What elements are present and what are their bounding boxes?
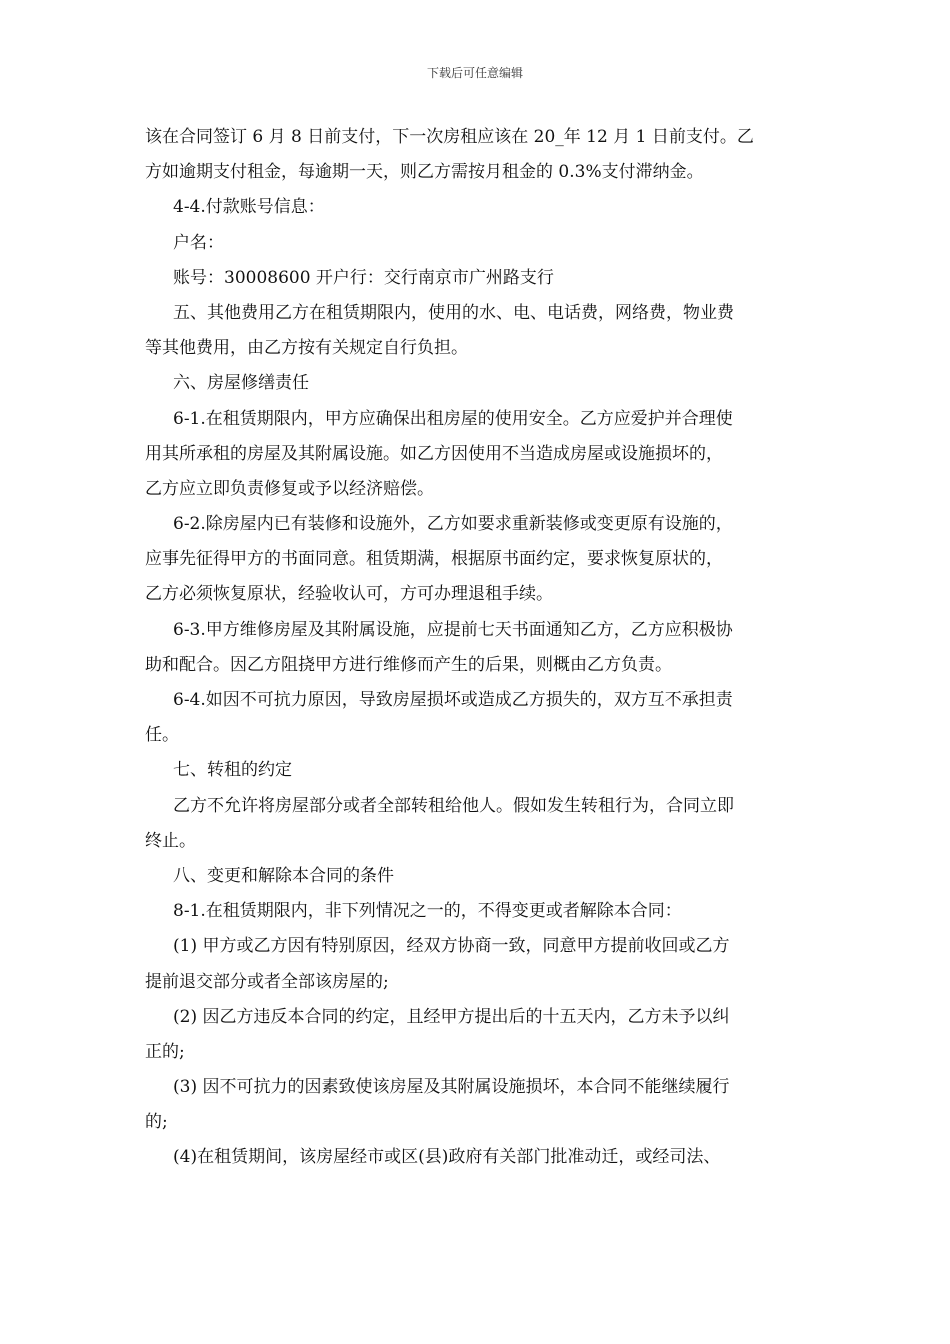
document-line: 应事先征得甲方的书面同意。租赁期满，根据原书面约定，要求恢复原状的，: [145, 549, 723, 570]
document-line: (1) 甲方或乙方因有特别原因，经双方协商一致，同意甲方提前收回或乙方: [173, 936, 730, 957]
document-line: 六、房屋修缮责任: [173, 373, 309, 394]
document-line: (2) 因乙方违反本合同的约定，且经甲方提出后的十五天内，乙方未予以纠: [173, 1006, 730, 1027]
document-line: 6-1.在租赁期限内，甲方应确保出租房屋的使用安全。乙方应爱护并合理使: [173, 408, 733, 429]
document-line: 提前退交部分或者全部该房屋的;: [145, 971, 389, 992]
document-line: 6-2.除房屋内已有装修和设施外，乙方如要求重新装修或变更原有设施的，: [173, 514, 733, 535]
document-line: 的;: [145, 1112, 168, 1133]
document-line: 七、转租的约定: [173, 760, 292, 781]
document-line: 6-4.如因不可抗力原因，导致房屋损坏或造成乙方损失的，双方互不承担责: [173, 690, 733, 710]
document-line: 6-3.甲方维修房屋及其附属设施，应提前七天书面通知乙方，乙方应积极协: [173, 619, 733, 640]
document-body: [145, 120, 810, 1176]
document-line: 正的;: [145, 1041, 185, 1062]
document-line: 乙方必须恢复原状，经验收认可，方可办理退租手续。: [145, 584, 553, 605]
document-line: 八、变更和解除本合同的条件: [173, 865, 394, 886]
document-line: 用其所承租的房屋及其附属设施。如乙方因使用不当造成房屋或设施损坏的，: [145, 443, 723, 464]
document-line: (3) 因不可抗力的因素致使该房屋及其附属设施损坏，本合同不能继续履行: [173, 1077, 730, 1098]
document-line: 8-1.在租赁期限内，非下列情况之一的，不得变更或者解除本合同：: [173, 901, 682, 922]
document-line: 五、其他费用乙方在租赁期限内，使用的水、电、电话费，网络费，物业费: [173, 302, 734, 323]
document-line: 任。: [145, 725, 179, 746]
document-line: 方如逾期支付租金，每逾期一天，则乙方需按月租金的 0.3%支付滞纳金。: [145, 162, 704, 183]
document-line: 该在合同签订 6 月 8 日前支付，下一次房租应该在 20_年 12 月 1 日前支付。乙: [145, 127, 754, 147]
page-header-note: 下载后可任意编辑: [426, 66, 523, 80]
document-line: 4-4.付款账号信息：: [173, 197, 325, 218]
document-line: 乙方不允许将房屋部分或者全部转租给他人。假如发生转租行为，合同立即: [173, 795, 734, 816]
document-line: 乙方应立即负责修复或予以经济赔偿。: [145, 478, 434, 499]
document-line: 助和配合。因乙方阻挠甲方进行维修而产生的后果，则概由乙方负责。: [145, 654, 672, 675]
document-line: 户名：: [173, 232, 224, 253]
document-line: 终止。: [145, 830, 196, 851]
document-line: 等其他费用，由乙方按有关规定自行负担。: [145, 338, 468, 359]
document-line: (4)在租赁期间，该房屋经市或区(县)政府有关部门批准动迁，或经司法、: [173, 1147, 721, 1168]
document-line: 账号：30008600 开户行：交行南京市广州路支行: [173, 267, 554, 288]
